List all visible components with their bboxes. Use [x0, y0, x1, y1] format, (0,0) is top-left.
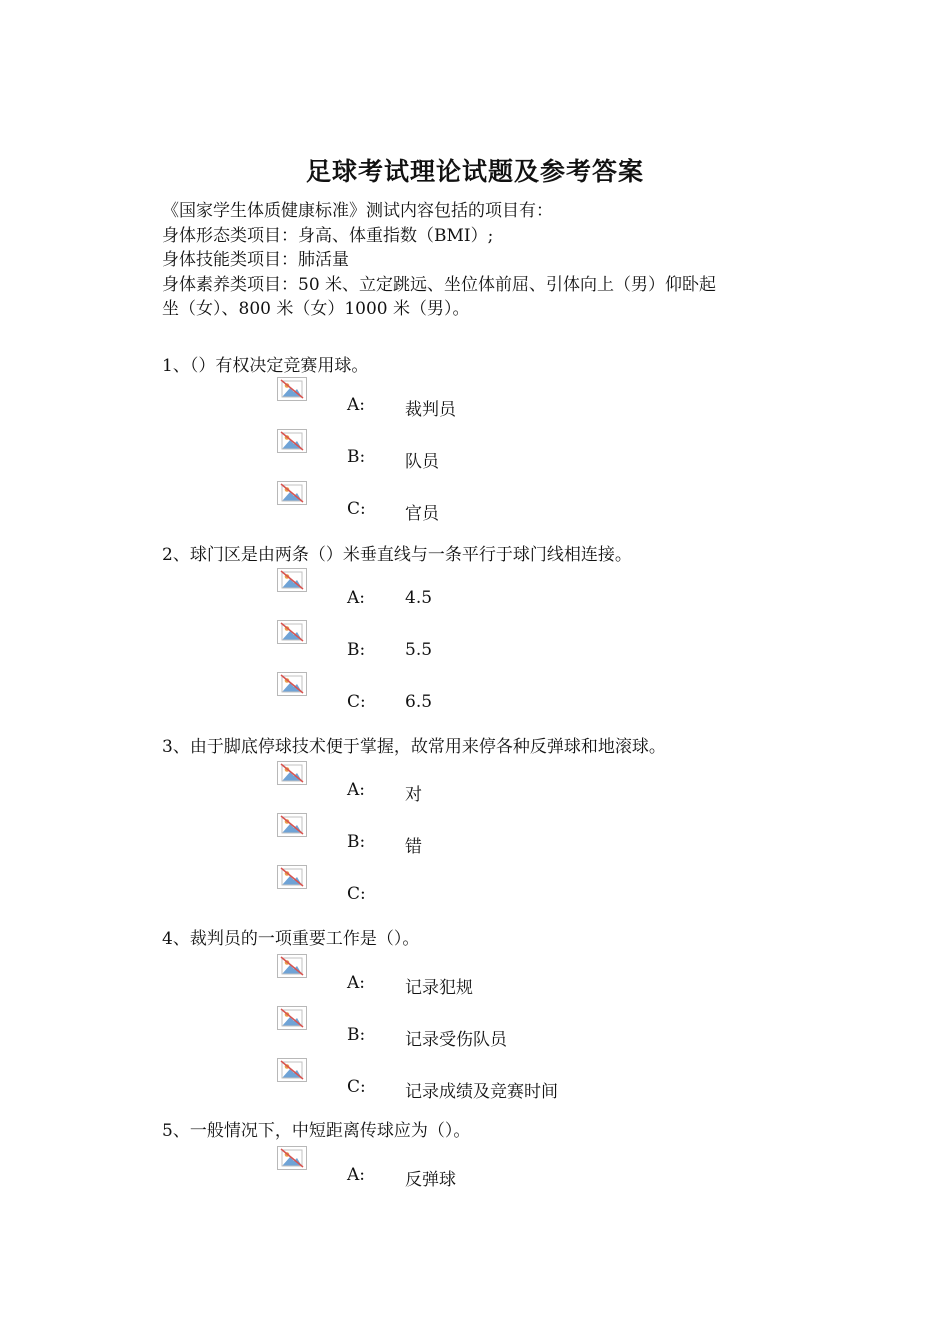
option-letter: A: — [347, 588, 366, 608]
option-text: 裁判员 — [405, 400, 456, 420]
broken-image-icon — [277, 1058, 307, 1082]
broken-image-icon — [277, 481, 307, 505]
option-letter: C: — [347, 499, 366, 519]
option-text: 5.5 — [405, 640, 433, 660]
option-text: 反弹球 — [405, 1170, 456, 1190]
broken-image-icon — [277, 672, 307, 696]
option-letter: A: — [347, 395, 366, 415]
option-text: 记录成绩及竞赛时间 — [405, 1082, 558, 1102]
option-letter: A: — [347, 780, 366, 800]
question-text: 1、（）有权决定竞赛用球。 — [162, 356, 369, 376]
broken-image-icon — [277, 761, 307, 785]
option-letter: B: — [347, 1025, 366, 1045]
document-title: 足球考试理论试题及参考答案 — [305, 157, 644, 186]
broken-image-icon — [277, 620, 307, 644]
option-letter: B: — [347, 447, 366, 467]
option-text: 队员 — [405, 452, 439, 472]
option-letter: B: — [347, 832, 366, 852]
option-letter: C: — [347, 692, 366, 712]
option-letter: B: — [347, 640, 366, 660]
intro-line: 《国家学生体质健康标准》测试内容包括的项目有： — [162, 201, 553, 221]
option-letter: A: — [347, 973, 366, 993]
broken-image-icon — [277, 813, 307, 837]
broken-image-icon — [277, 377, 307, 401]
option-text: 对 — [405, 785, 422, 805]
option-text: 错 — [405, 837, 422, 857]
intro-line: 身体形态类项目：身高、体重指数（BMI）; — [162, 225, 494, 246]
broken-image-icon — [277, 865, 307, 889]
option-text: 记录受伤队员 — [405, 1030, 507, 1050]
question-text: 5、一般情况下，中短距离传球应为（）。 — [162, 1121, 471, 1141]
broken-image-icon — [277, 429, 307, 453]
intro-line: 身体素养类项目：50 米、立定跳远、坐位体前屈、引体向上（男）仰卧起 — [162, 274, 717, 295]
question-text: 4、裁判员的一项重要工作是（）。 — [162, 929, 420, 949]
intro-paragraph — [162, 199, 802, 322]
broken-image-icon — [277, 1006, 307, 1030]
option-letter: C: — [347, 884, 366, 904]
option-text: 4.5 — [405, 588, 433, 608]
option-text: 6.5 — [405, 692, 433, 712]
option-letter: A: — [347, 1165, 366, 1185]
question-text: 2、球门区是由两条（）米垂直线与一条平行于球门线相连接。 — [162, 545, 632, 565]
intro-line: 身体技能类项目：肺活量 — [162, 250, 349, 270]
broken-image-icon — [277, 954, 307, 978]
question-text: 3、由于脚底停球技术便于掌握，故常用来停各种反弹球和地滚球。 — [162, 737, 666, 757]
option-letter: C: — [347, 1077, 366, 1097]
option-text: 记录犯规 — [405, 978, 473, 998]
broken-image-icon — [277, 568, 307, 592]
intro-line: 坐（女）、800 米（女）1000 米（男）。 — [162, 299, 470, 319]
option-text: 官员 — [405, 504, 439, 524]
broken-image-icon — [277, 1146, 307, 1170]
